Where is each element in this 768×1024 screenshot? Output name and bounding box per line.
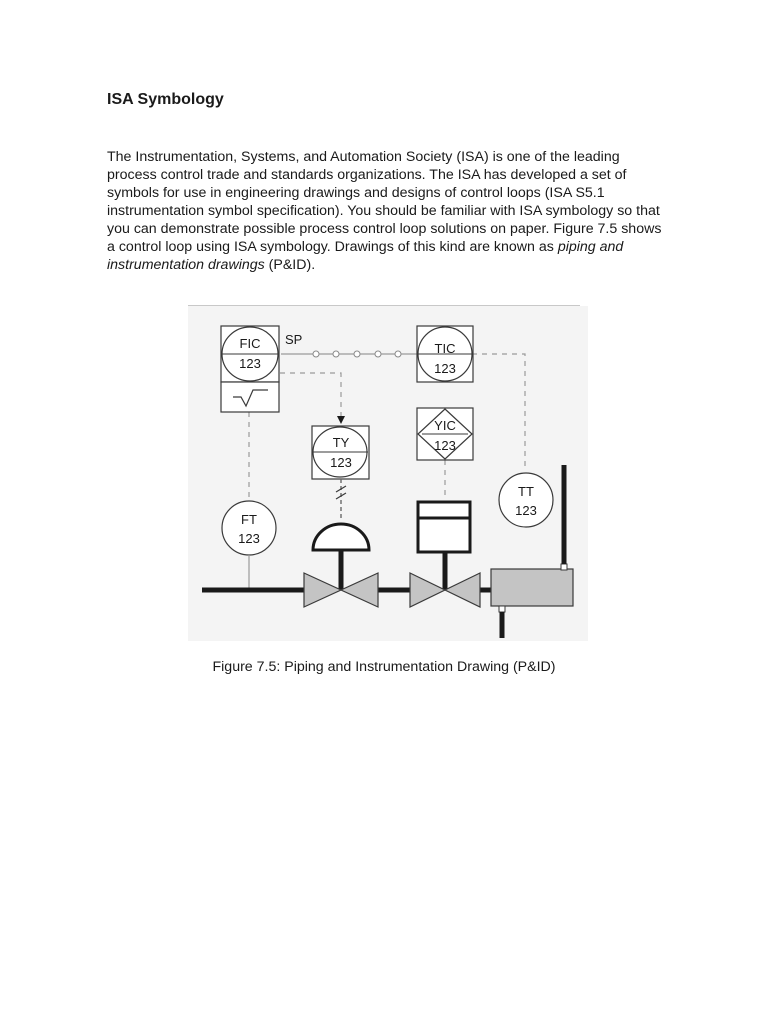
pid-diagram-svg [188, 306, 588, 641]
ty-tag: TY [332, 435, 350, 450]
page-title: ISA Symbology [107, 91, 224, 108]
sp-label: SP [285, 332, 303, 347]
ft-number: 123 [238, 531, 260, 546]
paragraph-text-after: (P&ID). [264, 257, 316, 273]
fic-number: 123 [239, 356, 261, 371]
figure-caption-text: Figure 7.5: Piping and Instrumentation Drawing (P&ID) [212, 659, 556, 675]
tt-tag: TT [518, 484, 534, 499]
ty-arrowhead [337, 416, 345, 424]
paragraph-emphasis: piping and instrumentation drawings [107, 239, 624, 273]
process-vessel [491, 569, 573, 606]
pid-diagram [188, 306, 588, 641]
vessel-outlet-nozzle [499, 606, 505, 612]
tic-tag: TIC [434, 341, 456, 356]
ty-number: 123 [330, 455, 352, 470]
tt-transmitter [499, 473, 553, 527]
body-paragraph [107, 148, 667, 274]
yic-tag: YIC [434, 418, 456, 433]
diaphragm-actuator [313, 524, 369, 550]
paragraph-text-before: The Instrumentation, Systems, and Automation Society (ISA) is one of the leading process control trade and standards organizations. The ISA has developed a set of symbols for use in engineering drawings and designs of control loops (ISA S5.1 instrumentation symbol specification). You should be familiar with ISA symbology so that you can demonstrate possible process control loop solutions on paper. Figure 7.5 shows a control loop using ISA symbology. Drawings of this kind are known as [107, 149, 662, 255]
ft-tag: FT [241, 512, 257, 527]
fic-tag: FIC [239, 336, 261, 351]
figure-caption [0, 659, 768, 675]
yic-number: 123 [434, 438, 456, 453]
ft-transmitter [222, 501, 276, 555]
fic-ty-signal-line [280, 373, 341, 416]
tic-number: 123 [434, 361, 456, 376]
piston-actuator [418, 502, 470, 552]
tt-number: 123 [515, 503, 537, 518]
vessel-inlet-nozzle [561, 564, 567, 570]
